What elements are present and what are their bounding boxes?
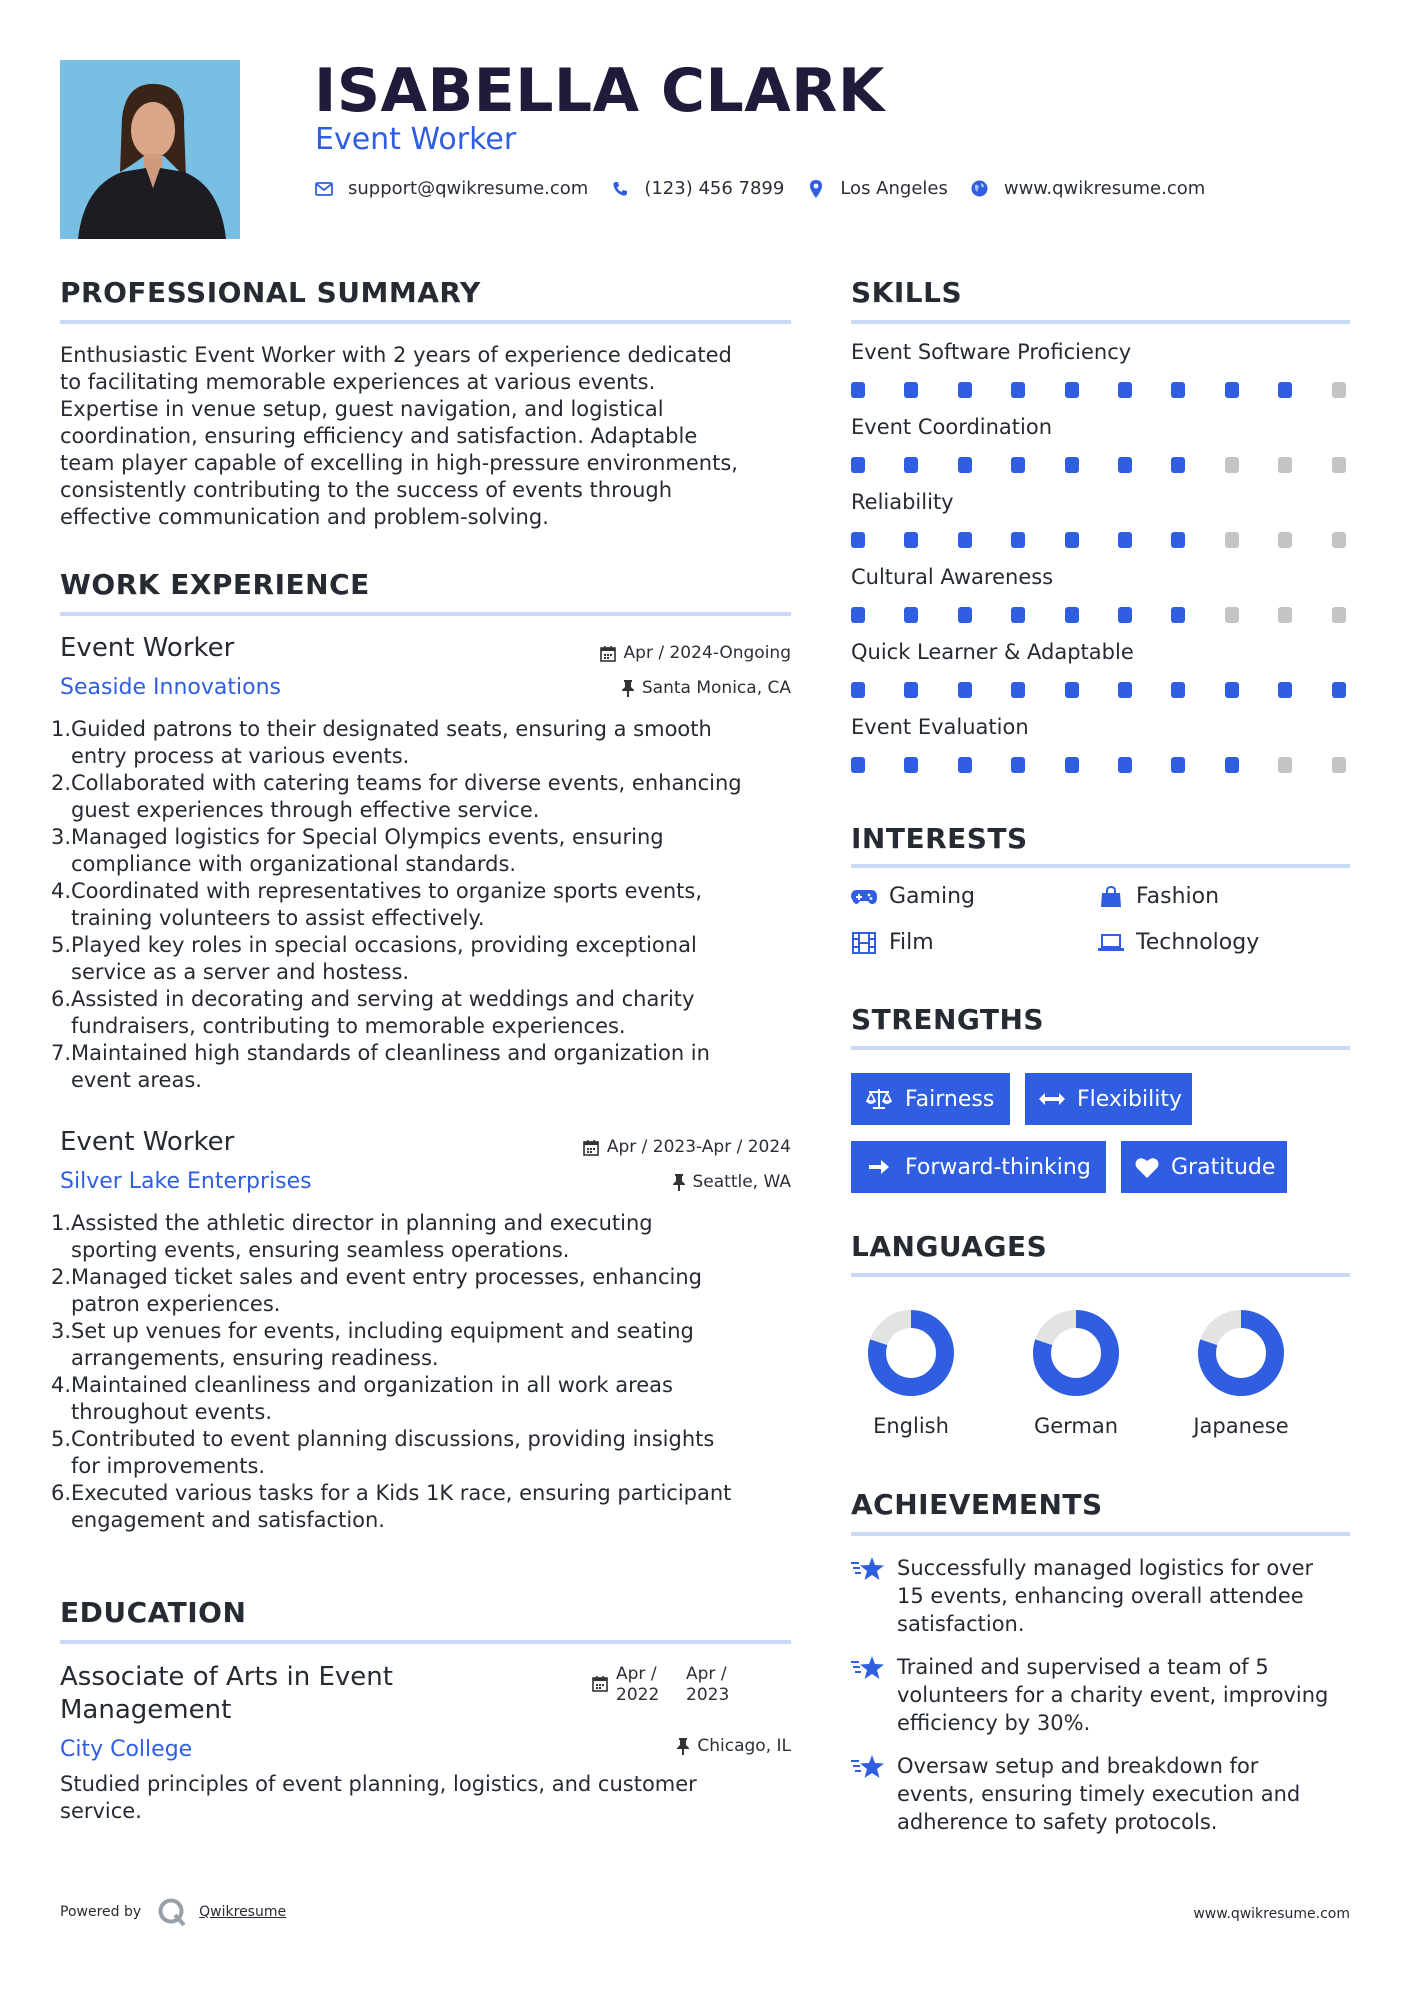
pushpin-icon <box>622 680 634 697</box>
interest-film: Film <box>851 930 934 955</box>
strength-fairness: Fairness <box>851 1073 1010 1125</box>
summary-divider <box>60 320 791 324</box>
list-item: 6. Executed various tasks for a Kids 1K race, ensuring participant engagement and satisfaction. <box>51 1481 732 1532</box>
rating-dot-filled <box>904 607 918 623</box>
rating-dot-filled <box>851 757 865 773</box>
star-award-icon <box>851 1754 885 1836</box>
contact-email[interactable] <box>314 178 588 199</box>
list-item: 2. Managed ticket sales and event entry processes, enhancing patron experiences. <box>51 1265 702 1316</box>
gamepad-icon <box>851 885 877 909</box>
list-item: 3. Set up venues for events, including equipment and seating arrangements, ensuring readiness. <box>51 1319 694 1370</box>
skill-label: Reliability <box>851 490 954 514</box>
skills-heading: SKILLS <box>851 276 963 309</box>
rating-dot-filled <box>904 682 918 698</box>
contact-location <box>806 178 948 199</box>
rating-dot-empty <box>1332 382 1346 398</box>
interest-gaming: Gaming <box>851 884 975 909</box>
rating-dot-empty <box>1225 607 1239 623</box>
rating-dot-filled <box>851 382 865 398</box>
pushpin-icon <box>677 1738 689 1755</box>
job-1-location-text: Santa Monica, CA <box>641 678 791 698</box>
rating-dot-empty <box>1278 532 1292 548</box>
strength-gratitude: Gratitude <box>1121 1141 1287 1193</box>
education-location-text: Chicago, IL <box>697 1736 791 1756</box>
skill-label: Event Coordination <box>851 415 1053 439</box>
rating-dot-filled <box>1332 682 1346 698</box>
rating-dot-filled <box>958 682 972 698</box>
envelope-icon <box>314 179 334 199</box>
list-item: 4. Maintained cleanliness and organization in all work areas throughout events. <box>51 1373 673 1424</box>
job-1-title: Event Worker <box>60 633 235 663</box>
rating-dot-filled <box>1011 382 1025 398</box>
rating-dot-filled <box>1065 532 1079 548</box>
job-2-dates <box>583 1137 791 1157</box>
summary-line: effective communication and problem-solving. <box>60 505 549 529</box>
rating-dot-empty <box>1332 457 1346 473</box>
rating-dot-filled <box>1011 682 1025 698</box>
list-item: 1. Assisted the athletic director in planning and executing sporting events, ensuring seamless operations. <box>51 1211 653 1262</box>
calendar-icon <box>592 1675 608 1692</box>
languages-heading: LANGUAGES <box>851 1230 1048 1263</box>
rating-dot-filled <box>958 607 972 623</box>
rating-dot-filled <box>1118 532 1132 548</box>
list-item: 6. Assisted in decorating and serving at weddings and charity fundraisers, contributing to memorable experiences. <box>51 987 695 1038</box>
rating-dot-filled <box>1225 382 1239 398</box>
arrow-right-icon <box>865 1155 893 1179</box>
skill-rating <box>851 757 1350 773</box>
job-1-location <box>622 678 791 698</box>
rating-dot-filled <box>1118 682 1132 698</box>
laptop-icon <box>1098 931 1124 955</box>
languages-divider <box>851 1273 1350 1277</box>
rating-dot-empty <box>1278 607 1292 623</box>
education-dates <box>592 1664 746 1706</box>
calendar-icon <box>600 645 616 662</box>
rating-dot-empty <box>1225 532 1239 548</box>
job-1-dates-text: Apr / 2024-Ongoing <box>623 643 791 663</box>
job-1-duties <box>51 716 791 1094</box>
rating-dot-filled <box>1011 607 1025 623</box>
language-label: German <box>1033 1414 1119 1438</box>
rating-dot-filled <box>958 757 972 773</box>
strength-forward-thinking: Forward-thinking <box>851 1141 1106 1193</box>
list-item: 3. Managed logistics for Special Olympics events, ensuring compliance with organizational standards. <box>51 825 664 876</box>
pushpin-icon <box>673 1174 685 1191</box>
profile-photo <box>60 60 240 239</box>
rating-dot-filled <box>1278 682 1292 698</box>
rating-dot-empty <box>1225 457 1239 473</box>
skill-rating <box>851 682 1350 698</box>
rating-dot-filled <box>1171 382 1185 398</box>
achievement-item: Trained and supervised a team of 5 volunteers for a charity event, improving efficiency by 30%. <box>851 1653 1350 1737</box>
interests-divider <box>851 864 1350 868</box>
job-title: Event Worker <box>315 122 517 157</box>
heart-icon <box>1135 1155 1159 1179</box>
education-divider <box>60 1640 791 1644</box>
rating-dot-filled <box>1118 607 1132 623</box>
rating-dot-empty <box>1332 532 1346 548</box>
rating-dot-filled <box>1225 757 1239 773</box>
summary-line: to facilitating memorable experiences at various events. <box>60 370 656 394</box>
star-award-icon <box>851 1655 885 1737</box>
job-2-dates-text: Apr / 2023-Apr / 2024 <box>606 1137 791 1157</box>
skills-divider <box>851 320 1350 324</box>
achievement-item: Successfully managed logistics for over 15 events, enhancing overall attendee satisfaction. <box>851 1554 1350 1638</box>
footer-powered-by: Powered by Qwikresume <box>60 1897 286 1927</box>
skill-label: Quick Learner & Adaptable <box>851 640 1134 664</box>
language-item <box>1171 1308 1311 1438</box>
rating-dot-filled <box>904 532 918 548</box>
contact-bar <box>314 178 1227 199</box>
rating-dot-filled <box>851 532 865 548</box>
language-level-ring <box>1031 1308 1121 1398</box>
interest-fashion: Fashion <box>1098 884 1219 909</box>
list-item: 5. Played key roles in special occasions, providing exceptional service as a server and hostess. <box>51 933 697 984</box>
balance-scale-icon <box>865 1087 893 1111</box>
globe-icon <box>970 179 990 199</box>
phone-icon <box>610 179 630 199</box>
rating-dot-filled <box>904 457 918 473</box>
phone-text: (123) 456 7899 <box>644 178 785 199</box>
rating-dot-filled <box>1171 757 1185 773</box>
strengths-divider <box>851 1046 1350 1050</box>
rating-dot-filled <box>1065 682 1079 698</box>
interests-heading: INTERESTS <box>851 822 1028 855</box>
experience-heading: WORK EXPERIENCE <box>60 568 370 601</box>
rating-dot-filled <box>904 382 918 398</box>
calendar-icon <box>583 1139 599 1156</box>
skill-label: Event Evaluation <box>851 715 1029 739</box>
rating-dot-filled <box>1118 382 1132 398</box>
summary-line: team player capable of excelling in high-pressure environments, <box>60 451 738 475</box>
rating-dot-filled <box>958 382 972 398</box>
education-description: Studied principles of event planning, logistics, and customer service. <box>60 1772 697 1823</box>
education-location <box>677 1736 791 1756</box>
language-level-ring <box>1196 1308 1286 1398</box>
language-level-ring <box>866 1308 956 1398</box>
rating-dot-filled <box>1065 607 1079 623</box>
experience-divider <box>60 612 791 616</box>
rating-dot-filled <box>1171 607 1185 623</box>
star-award-icon <box>851 1556 885 1638</box>
rating-dot-filled <box>1118 757 1132 773</box>
start-date: Apr / 2022 <box>616 1664 660 1705</box>
job-2-company: Silver Lake Enterprises <box>60 1169 312 1194</box>
contact-phone[interactable] <box>610 178 784 199</box>
job-1-company: Seaside Innovations <box>60 675 281 700</box>
website-text: www.qwikresume.com <box>1003 178 1206 199</box>
summary-heading: PROFESSIONAL SUMMARY <box>60 276 481 309</box>
list-item: 2. Collaborated with catering teams for diverse events, enhancing guest experiences through effective service. <box>51 771 742 822</box>
contact-website[interactable] <box>970 178 1205 199</box>
rating-dot-filled <box>1171 682 1185 698</box>
rating-dot-filled <box>1065 457 1079 473</box>
rating-dot-filled <box>851 682 865 698</box>
location-text: Los Angeles <box>840 178 948 199</box>
school-name: City College <box>60 1737 193 1762</box>
strength-flexibility: Flexibility <box>1025 1073 1192 1125</box>
arrows-horizontal-icon <box>1039 1087 1065 1111</box>
rating-dot-empty <box>1332 607 1346 623</box>
summary-line: Expertise in venue setup, guest navigation, and logistical <box>60 397 664 421</box>
list-item: 4. Coordinated with representatives to organize sports events, training volunteers to assist effectively. <box>51 879 703 930</box>
qwikresume-logo-icon <box>157 1897 187 1927</box>
rating-dot-filled <box>958 457 972 473</box>
person-portrait-icon <box>60 60 240 239</box>
rating-dot-empty <box>1278 457 1292 473</box>
language-label: English <box>873 1414 949 1438</box>
degree-title: Associate of Arts in Event Management <box>60 1662 393 1725</box>
skill-label: Cultural Awareness <box>851 565 1054 589</box>
end-date: Apr / 2023 <box>686 1664 730 1705</box>
summary-line: coordination, ensuring efficiency and satisfaction. Adaptable <box>60 424 698 448</box>
rating-dot-filled <box>1011 457 1025 473</box>
job-1-dates <box>600 643 791 663</box>
language-item <box>1006 1308 1146 1438</box>
rating-dot-filled <box>851 607 865 623</box>
language-label: Japanese <box>1193 1414 1289 1438</box>
summary-line: Enthusiastic Event Worker with 2 years of experience dedicated <box>60 343 732 367</box>
rating-dot-filled <box>1065 757 1079 773</box>
job-2-location <box>673 1172 792 1192</box>
qwikresume-link[interactable]: Qwikresume <box>199 1904 287 1920</box>
list-item: 7. Maintained high standards of cleanliness and organization in event areas. <box>51 1041 710 1092</box>
job-2-title: Event Worker <box>60 1127 235 1157</box>
map-pin-icon <box>806 179 826 199</box>
rating-dot-filled <box>1118 457 1132 473</box>
shopping-bag-icon <box>1098 885 1124 909</box>
skill-rating <box>851 382 1350 398</box>
job-2-duties <box>51 1210 791 1534</box>
skill-rating <box>851 532 1350 548</box>
skill-label: Event Software Proficiency <box>851 340 1132 364</box>
candidate-name: ISABELLA CLARK <box>314 56 885 126</box>
rating-dot-filled <box>904 757 918 773</box>
rating-dot-filled <box>1225 682 1239 698</box>
strengths-heading: STRENGTHS <box>851 1003 1045 1036</box>
list-item: 1. Guided patrons to their designated seats, ensuring a smooth entry process at various events. <box>51 717 712 768</box>
skill-rating <box>851 607 1350 623</box>
rating-dot-filled <box>1171 457 1185 473</box>
rating-dot-filled <box>1278 382 1292 398</box>
skill-rating <box>851 457 1350 473</box>
interest-technology: Technology <box>1098 930 1259 955</box>
achievements-heading: ACHIEVEMENTS <box>851 1488 1103 1521</box>
rating-dot-filled <box>1011 757 1025 773</box>
summary-line: consistently contributing to the success of events through <box>60 478 673 502</box>
rating-dot-filled <box>1065 382 1079 398</box>
rating-dot-filled <box>958 532 972 548</box>
achievement-item: Oversaw setup and breakdown for events, ensuring timely execution and adherence to safety protocols. <box>851 1752 1350 1836</box>
film-icon <box>851 931 877 955</box>
rating-dot-filled <box>1171 532 1185 548</box>
summary-text <box>60 342 738 531</box>
job-2-location-text: Seattle, WA <box>692 1172 791 1192</box>
rating-dot-empty <box>1278 757 1292 773</box>
footer-website[interactable]: www.qwikresume.com <box>1193 1906 1350 1922</box>
language-item <box>841 1308 981 1438</box>
rating-dot-empty <box>1332 757 1346 773</box>
education-heading: EDUCATION <box>60 1596 247 1629</box>
achievements-divider <box>851 1532 1350 1536</box>
list-item: 5. Contributed to event planning discussions, providing insights for improvements. <box>51 1427 715 1478</box>
email-text: support@qwikresume.com <box>348 178 589 199</box>
rating-dot-filled <box>851 457 865 473</box>
rating-dot-filled <box>1011 532 1025 548</box>
